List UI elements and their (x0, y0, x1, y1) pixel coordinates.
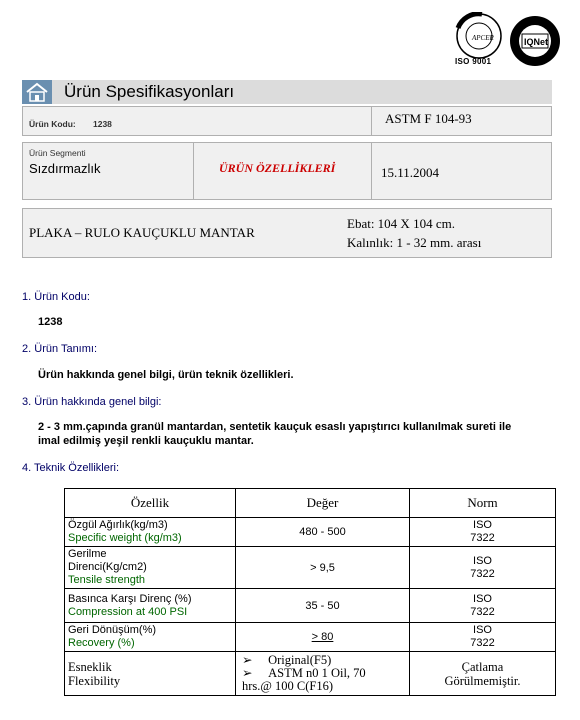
svg-text:IQNet: IQNet (524, 37, 549, 47)
row-value: > 80 (236, 623, 410, 652)
section-1-heading: 1. Ürün Kodu: (22, 291, 90, 303)
arrow-icon: ➢ (242, 653, 253, 667)
thickness-label: Kalınlık: 1 - 32 mm. arası (347, 235, 482, 250)
section-3-body-line1: 2 - 3 mm.çapında granül mantardan, sentetik kauçuk esaslı yapıştırıcı kullanılmak sureti ile (38, 421, 512, 433)
row-en-label: Specific weight (kg/m3) (68, 532, 182, 544)
standard-label: ASTM F 104-93 (385, 111, 472, 126)
date-label: 15.11.2004 (381, 165, 440, 180)
header-value: Değer (236, 489, 410, 518)
table-row: Esneklik Flexibility ➢ Original(F5) ➢ ASTM n0 1 Oil, 70 hrs.@ 100 C(F16) Çatlama Görülmemiştir. (65, 652, 556, 696)
table-row: Geri Dönüşüm(%) Recovery (%) > 80 ISO 7322 (65, 623, 556, 652)
house-icon (22, 80, 52, 104)
code-value: 1238 (93, 119, 112, 129)
table-row: Gerilme Direnci(Kg/cm2) Tensile strength > 9,5 ISO 7322 (65, 547, 556, 589)
product-name: PLAKA – RULO KAUÇUKLU MANTAR (29, 225, 255, 240)
header-norm: Norm (410, 489, 556, 518)
code-label: Ürün Kodu: (29, 119, 76, 129)
row-value: > 9,5 (236, 547, 410, 589)
table-row: Özgül Ağırlık(kg/m3) Specific weight (kg/m3) 480 - 500 ISO 7322 (65, 518, 556, 547)
section-2-heading: 2. Ürün Tanımı: (22, 343, 98, 355)
arrow-icon: ➢ (242, 666, 253, 680)
product-row (22, 208, 552, 258)
iso-9001-label: ISO 9001 (455, 57, 492, 66)
section-2-body: Ürün hakkında genel bilgi, ürün teknik özellikleri. (38, 369, 294, 381)
segment-row (22, 142, 552, 200)
header-property: Özellik (65, 489, 236, 518)
row-value: 480 - 500 (236, 518, 410, 547)
row-tr-label: Özgül Ağırlık(kg/m3) (68, 519, 168, 531)
segment-value: Sızdırmazlık (29, 161, 101, 176)
section-4-heading: 4. Teknik Özellikleri: (22, 462, 120, 474)
size-label: Ebat: 104 X 104 cm. (347, 216, 455, 231)
svg-text:APCER: APCER (472, 34, 494, 42)
page-title: Ürün Spesifikasyonları (64, 82, 235, 101)
features-title: ÜRÜN ÖZELLİKLERİ (219, 161, 336, 175)
code-row (22, 106, 552, 136)
table-row: Basınca Karşı Direnç (%) Compression at 400 PSI 35 - 50 ISO 7322 (65, 589, 556, 623)
segment-label: Ürün Segmenti (29, 148, 86, 158)
iqnet-logo (508, 14, 562, 68)
section-3-body-line2: imal edilmiş yeşil renkli kauçuklu mantar. (38, 435, 254, 447)
spec-table (64, 488, 556, 696)
table-header-row (65, 489, 556, 518)
section-3-heading: 3. Ürün hakkında genel bilgi: (22, 396, 162, 408)
row-value: 35 - 50 (236, 589, 410, 623)
section-1-body: 1238 (38, 316, 63, 328)
